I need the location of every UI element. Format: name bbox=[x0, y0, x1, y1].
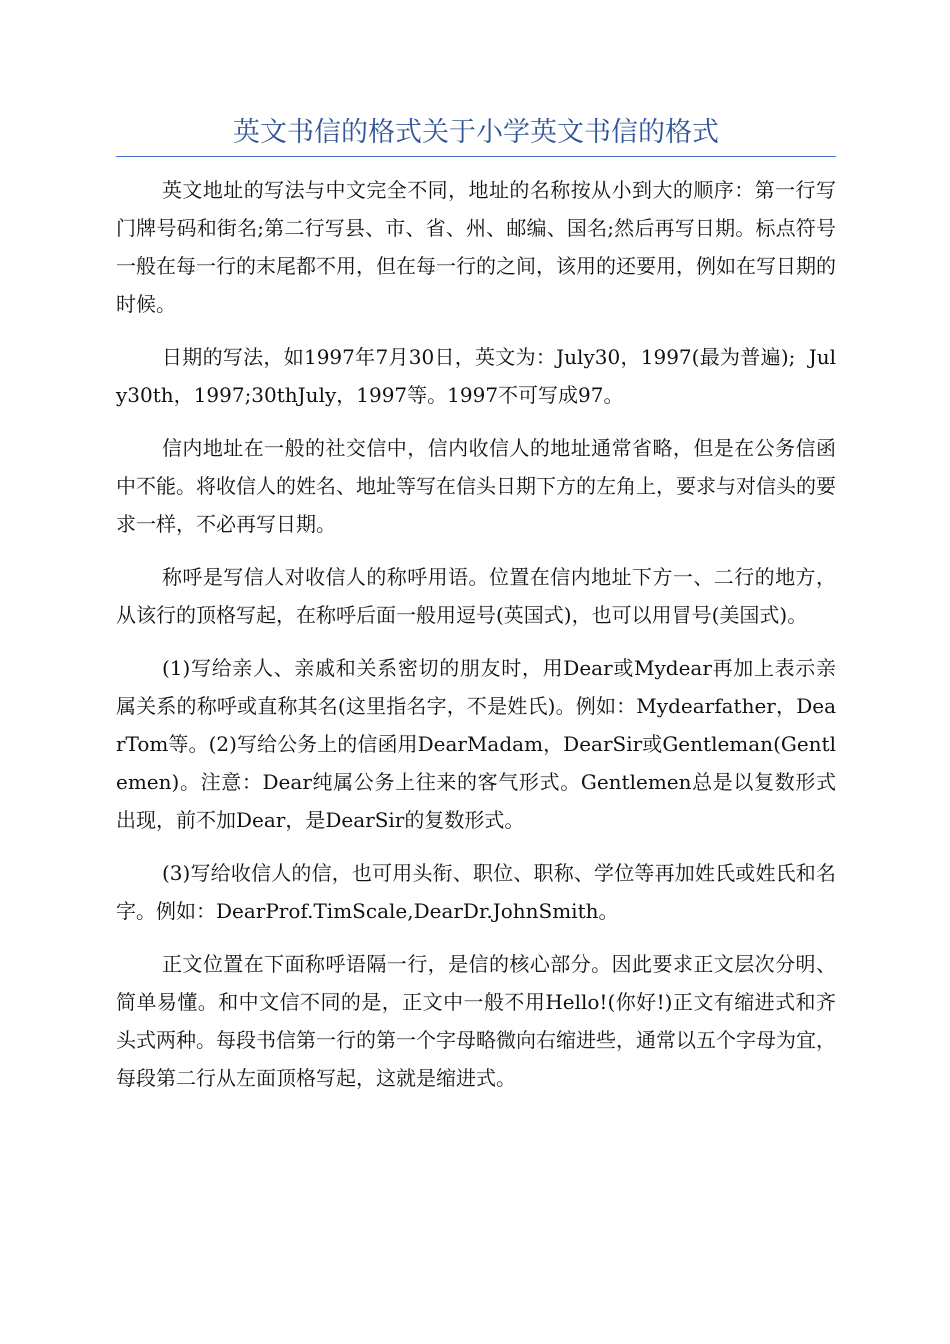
document-title: 英文书信的格式关于小学英文书信的格式 bbox=[233, 117, 719, 148]
paragraph-salutation-examples-1-2: (1)写给亲人、亲戚和关系密切的朋友时，用Dear或Mydear再加上表示亲属关系的称呼或直称其名(这里指名字，不是姓氏)。例如：Mydearfather，DearTom等。(2)写给公务上的信函用DearMadam，DearSir或Gentleman(Gentlemen)。注意：Dear纯属公务上往来的客气形式。Gentlemen总是以复数形式出现，前不加Dear，是DearSir的复数形式。 bbox=[116, 656, 836, 832]
paragraph-inside-address: 信内地址在一般的社交信中，信内收信人的地址通常省略，但是在公务信函中不能。将收信人的姓名、地址等写在信头日期下方的左角上，要求与对信头的要求一样，不必再写日期。 bbox=[116, 436, 836, 536]
paragraph-salutation: 称呼是写信人对收信人的称呼用语。位置在信内地址下方一、二行的地方，从该行的顶格写起，在称呼后面一般用逗号(英国式)，也可以用冒号(美国式)。 bbox=[116, 565, 836, 627]
paragraph-body: 正文位置在下面称呼语隔一行，是信的核心部分。因此要求正文层次分明、简单易懂。和中文信不同的是，正文中一般不用Hello!(你好!)正文有缩进式和齐头式两种。每段书信第一行的第一个字母略微向右缩进些，通常以五个字母为宜，每段第二行从左面顶格写起，这就是缩进式。 bbox=[116, 952, 836, 1090]
paragraph-salutation-examples-3: (3)写给收信人的信，也可用头衔、职位、职称、学位等再加姓氏或姓氏和名字。例如：DearProf.TimScale,DearDr.JohnSmith。 bbox=[116, 861, 836, 923]
paragraph-address: 英文地址的写法与中文完全不同，地址的名称按从小到大的顺序：第一行写门牌号码和街名;第二行写县、市、省、州、邮编、国名;然后再写日期。标点符号一般在每一行的末尾都不用，但在每一行的之间，该用的还要用，例如在写日期的时候。 bbox=[116, 178, 836, 316]
title-divider bbox=[116, 156, 836, 157]
document-page bbox=[116, 110, 836, 1112]
paragraph-date: 日期的写法，如1997年7月30日，英文为：July30，1997(最为普遍); July30th，1997;30thJuly，1997等。1997不可写成97。 bbox=[116, 345, 836, 407]
